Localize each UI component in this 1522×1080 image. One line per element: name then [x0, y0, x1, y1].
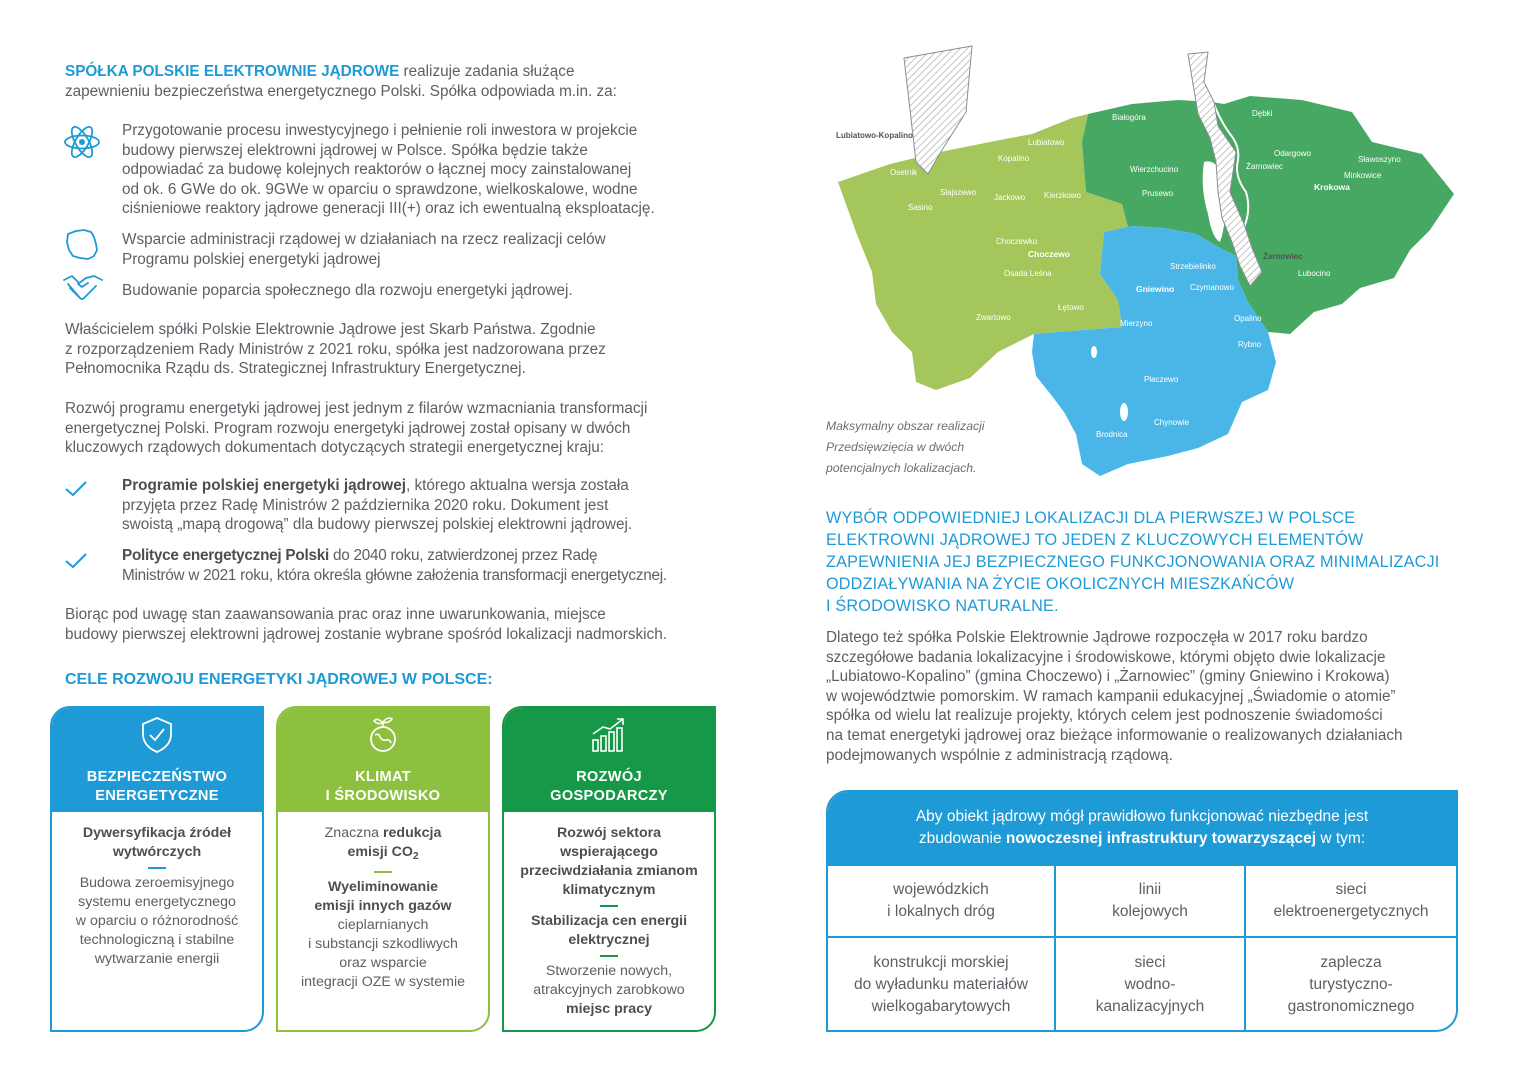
map-caption: Maksymalny obszar realizacji Przedsięwzięcia w dwóch potencjalnych lokalizacjach. — [826, 419, 985, 475]
label-village: Słajszewo — [940, 188, 977, 197]
label-village: Mierzyno — [1120, 319, 1153, 328]
card-body: Znaczna redukcja emisji $CO_2$ Wyeliminowanie emisji innych gazów cieplarnianych i substancji szkodliwych oraz wsparcie integracji OZE w systemie — [301, 825, 465, 990]
label-town: Choczewo — [1028, 249, 1071, 259]
location-heading: WYBÓR ODPOWIEDNIEJ LOKALIZACJI DLA PIERWSZEJ W POLSCE ELEKTROWNI JĄDROWEJ TO JEDEN Z KLUCZOWYCH ELEMENTÓW ZAPEWNIENIA JEJ BEZPIECZNEGO FUNKCJONOWANIA ORAZ MINIMALIZACJI ODDZIAŁYWANIA NA ŻYCIE OKOLICZNYCH MIESZKAŃCÓW I ŚRODOWISKO NATURALNE. — [826, 509, 1440, 615]
label-village: Rybno — [1238, 340, 1262, 349]
goals-heading: CELE ROZWOJU ENERGETYKI JĄDROWEJ W POLSCE: — [65, 671, 493, 688]
atom-icon — [62, 122, 102, 162]
divider — [600, 905, 618, 907]
doc-program: Programie polskiej energetyki jądrowej, którego aktualna wersja została przyjęta przez Radę Ministrów 2 października 2020 roku. Dokument jest swoistą „mapą drogową” dla budowy pierwszej polskiej elektrowni jądrowej. — [122, 477, 633, 534]
label-village: Lubiatowo — [1028, 138, 1065, 147]
card-header: ROZWÓJ GOSPODARCZY — [504, 708, 714, 812]
label-village: Płaczewo — [1144, 375, 1179, 384]
intro-paragraph: SPÓŁKA POLSKIE ELEKTROWNIE JĄDROWE realizuje zadania służące zapewnieniu bezpieczeństwa energetycznego Polski. Spółka odpowiada m.in. za: — [65, 63, 617, 100]
label-town: Gniewino — [1136, 284, 1175, 294]
program-paragraph: Rozwój programu energetyki jądrowej jest jednym z filarów wzmacniania transformacji energetycznej Polski. Program rozwoju energetyki jądrowej został opisany w dwóch kluczowych rządowych dokumentach dotyczących strategii energetycznej kraju: — [65, 400, 648, 457]
infra-cell-tourism: zaplecza turystyczno- gastronomicznego — [1287, 954, 1415, 1015]
infrastructure-header: Aby obiekt jądrowy mógł prawidłowo funkcjonować niezbędne jest zbudowanie nowoczesnej infrastruktury towarzyszącej w tym: — [828, 792, 1456, 866]
task-government: Wsparcie administracji rządowej w działaniach na rzecz realizacji celów Programu polskiej energetyki jądrowej — [122, 231, 606, 268]
label-village: Jackowo — [994, 193, 1026, 202]
label-village: Łętowo — [1058, 303, 1084, 312]
label-village: Brodnica — [1096, 430, 1128, 439]
card-header: BEZPIECZEŃSTWO ENERGETYCZNE — [52, 708, 262, 812]
label-village: Zwartowo — [976, 313, 1011, 322]
owner-paragraph: Właścicielem spółki Polskie Elektrownie Jądrowe jest Skarb Państwa. Zgodnie z rozporządzeniem Rady Ministrów z 2021 roku, spółka jest nadzorowana przez Pełnomocnika Rządu ds. Strategicznej Infrastruktury Energetycznej. — [65, 321, 606, 378]
research-paragraph: Dlatego też spółka Polskie Elektrownie Jądrowe rozpoczęła w 2017 roku bardzo szczegółowe badania lokalizacyjne i środowiskowe, którymi objęto dwie lokalizacje „Lubiatowo-Kopalino” (gmina Choczewo) i „Żarnowiec” (gminy Gniewino i Krokowa) w województwie pomorskim. W ramach kampanii edukacyjnej „Świadomie o atomie” spółka od wielu lat realizuje projekty, których celem jest podnoszenie świadomości na temat energetyki jądrowej oraz bieżące informowanie o realizowanych działaniach podejmowanych wspólnie z administracją rządową. — [826, 629, 1403, 764]
infra-cell-water: sieci wodno- kanalizacyjnych — [1056, 938, 1246, 1032]
label-village: Wierzchucino — [1130, 165, 1179, 174]
label-site-zarnowiec: Żarnowiec — [1263, 252, 1303, 261]
divider — [374, 871, 392, 873]
label-village: Odargowo — [1274, 149, 1311, 158]
divider — [600, 955, 618, 957]
map-lake-small — [1120, 403, 1128, 421]
label-site-lubiatowo: Lubiatowo-Kopalino — [836, 131, 913, 140]
label-village: Sasino — [908, 203, 933, 212]
label-village: Osada Leśna — [1004, 269, 1052, 278]
label-village: Minkowice — [1344, 171, 1382, 180]
shield-check-icon — [140, 716, 174, 754]
infra-cell-railway: linii kolejowych — [1056, 866, 1246, 938]
task-investor: Przygotowanie procesu inwestycyjnego i pełnienie roli inwestora w projekcie budowy pierwszej elektrowni jądrowej w Polsce. Spółka będzie także odpowiadać za budowę kolejnych reaktorów o łącznej mocy zainstalowanej od ok. 6 GWe do ok. 9GWe w oparciu o sprawdzone, wielkoskalowe, wodne ciśnieniowe reaktory jądrowe generacji III(+) oraz ich ewentualną eksploatację. — [122, 122, 655, 218]
task-social-support: Budowanie poparcia społecznego dla rozwoju energetyki jądrowej. — [122, 282, 573, 299]
poland-map-icon — [64, 228, 100, 262]
card-body: Rozwój sektora wspierającego przeciwdziałania zmianom klimatycznym Stabilizacja cen energii elektrycznej Stworzenie nowych, atrakcyjnych zarobkowo miejsc pracy — [520, 825, 698, 1017]
divider — [148, 867, 166, 869]
infra-cell-marine: konstrukcji morskiej do wyładunku materiałów wielkogabarytowych — [828, 938, 1056, 1032]
growth-chart-icon — [590, 716, 628, 754]
infrastructure-grid — [828, 866, 1456, 1032]
handshake-icon — [62, 272, 104, 306]
label-village: Strzebielinko — [1170, 262, 1216, 271]
label-village: Sławoszyno — [1358, 155, 1401, 164]
checkmark-icon — [64, 480, 88, 498]
label-village: Opalino — [1234, 314, 1262, 323]
label-village: Czymanowo — [1190, 283, 1235, 292]
label-village: Choczewko — [996, 237, 1038, 246]
label-village: Białogóra — [1112, 113, 1146, 122]
globe-leaf-icon — [366, 716, 400, 754]
infra-cell-power-grid: sieci elektroenergetycznych — [1246, 866, 1456, 938]
label-village: Dębki — [1252, 109, 1273, 118]
goal-card-climate — [276, 706, 490, 1032]
label-town: Krokowa — [1314, 182, 1350, 192]
label-village: Prusewo — [1142, 189, 1174, 198]
infra-cell-roads: wojewódzkich i lokalnych dróg — [828, 866, 1056, 938]
label-village: Kierzkowo — [1044, 191, 1081, 200]
label-village: Osetnik — [890, 168, 918, 177]
label-village: Chynowie — [1154, 418, 1190, 427]
card-body: Dywersyfikacja źródeł wytwórczych Budowa zeroemisyjnego systemu energetycznego w oparciu o różnorodność technologiczną i stabilne wytwarzanie energii — [75, 825, 239, 967]
goal-card-economic-growth — [502, 706, 716, 1032]
label-village: Kopalino — [998, 154, 1030, 163]
doc-policy: Polityce energetycznej Polski do 2040 roku, zatwierdzonej przez Radę Ministrów w 2021 roku, która określa główne założenia transformacji energetycznej. — [122, 547, 667, 584]
location-paragraph: Biorąc pod uwagę stan zaawansowania prac oraz inne uwarunkowania, miejsce budowy pierwszej elektrowni jądrowej zostanie wybrane spośród lokalizacji nadmorskich. — [65, 606, 667, 643]
label-village: Lubocino — [1298, 269, 1331, 278]
card-header: KLIMAT I ŚRODOWISKO — [278, 708, 488, 812]
label-village: Żarnowiec — [1246, 162, 1283, 171]
map-lake-small — [1091, 346, 1097, 358]
checkmark-icon — [64, 552, 88, 570]
goal-card-energy-security — [50, 706, 264, 1032]
infrastructure-box — [826, 790, 1458, 1032]
company-name: SPÓŁKA POLSKIE ELEKTROWNIE JĄDROWE — [65, 63, 400, 80]
